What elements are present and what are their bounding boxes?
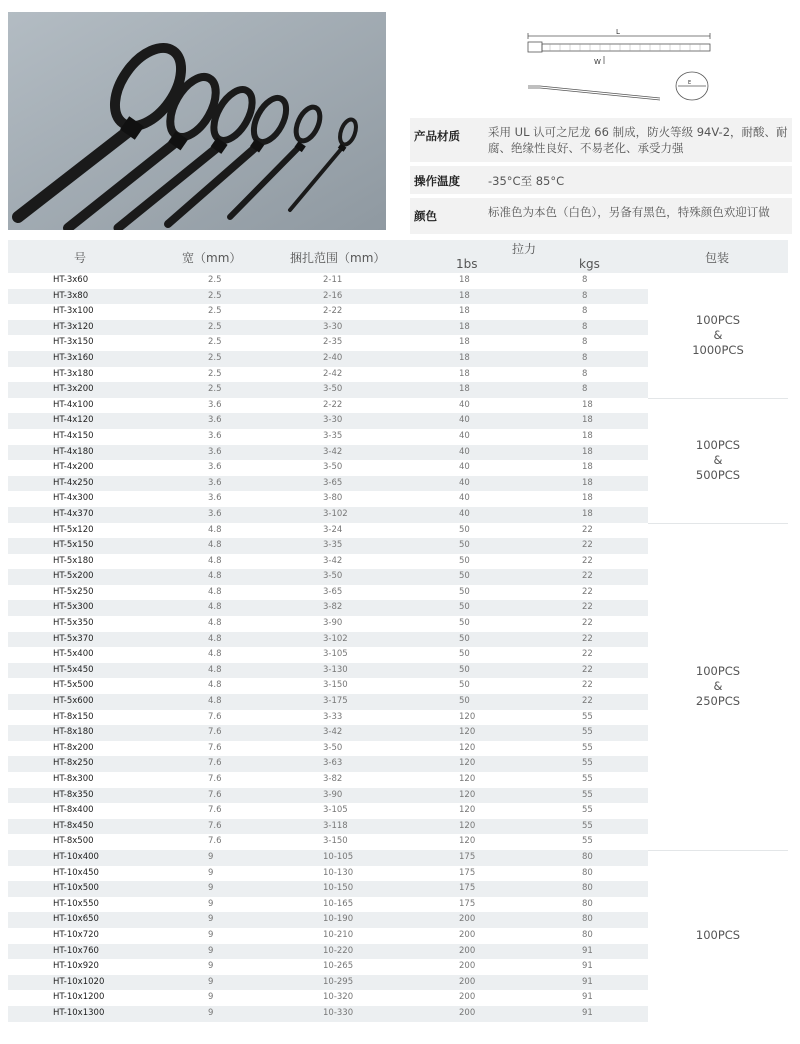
cell-model: HT-3x200 [53, 384, 94, 395]
packing-line: & [713, 452, 723, 467]
cell-range: 3-118 [323, 820, 348, 831]
cell-kgs: 22 [582, 680, 593, 691]
cell-width: 4.8 [208, 664, 222, 675]
cell-lbs: 50 [459, 524, 470, 535]
cell-width: 3.6 [208, 415, 222, 426]
cell-lbs: 40 [459, 399, 470, 410]
header-lbs: 1bs [456, 257, 478, 271]
cell-lbs: 50 [459, 649, 470, 660]
cell-width: 9 [208, 867, 214, 878]
cell-width: 4.8 [208, 571, 222, 582]
cell-lbs: 200 [459, 914, 476, 925]
cell-range: 3-42 [323, 555, 343, 566]
cell-width: 3.6 [208, 430, 222, 441]
cell-lbs: 40 [459, 477, 470, 488]
cell-model: HT-5x300 [53, 602, 94, 613]
cell-range: 2-11 [323, 275, 343, 285]
cell-model: HT-3x160 [53, 352, 94, 363]
cell-kgs: 8 [582, 275, 588, 285]
cell-kgs: 55 [582, 758, 593, 769]
cell-model: HT-5x600 [53, 696, 94, 707]
cell-model: HT-8x350 [53, 789, 94, 800]
cell-lbs: 120 [459, 727, 476, 738]
cell-range: 3-24 [323, 524, 343, 535]
cell-model: HT-3x60 [53, 275, 89, 285]
cell-lbs: 175 [459, 851, 476, 862]
cell-width: 2.5 [208, 321, 222, 332]
cell-kgs: 18 [582, 477, 593, 488]
product-specs [410, 118, 792, 238]
cell-range: 3-50 [323, 384, 343, 395]
packing-cell [648, 273, 788, 398]
cell-model: HT-5x150 [53, 540, 94, 551]
cell-model: HT-5x350 [53, 618, 94, 629]
cell-lbs: 18 [459, 337, 470, 348]
cell-lbs: 120 [459, 789, 476, 800]
cell-kgs: 8 [582, 352, 588, 363]
cell-range: 3-90 [323, 618, 343, 629]
cell-model: HT-4x120 [53, 415, 94, 426]
spec-label: 操作温度 [414, 174, 460, 188]
packing-line: 1000PCS [692, 342, 744, 357]
spec-value: 采用 UL 认可之尼龙 66 制成，防火等级 94V-2，耐酸、耐腐、绝缘性良好、不易老化、承受力强 [488, 125, 788, 155]
cell-model: HT-10x500 [53, 883, 99, 894]
cell-range: 3-63 [323, 758, 343, 769]
cell-kgs: 8 [582, 368, 588, 379]
cell-model: HT-4x370 [53, 508, 94, 519]
cell-lbs: 18 [459, 290, 470, 301]
packing-cell [648, 398, 788, 523]
cell-range: 10-165 [323, 898, 354, 909]
cell-width: 3.6 [208, 446, 222, 457]
cell-lbs: 50 [459, 696, 470, 707]
cell-model: HT-8x250 [53, 758, 94, 769]
cell-model: HT-10x550 [53, 898, 99, 909]
cell-lbs: 50 [459, 633, 470, 644]
cell-model: HT-8x300 [53, 774, 94, 784]
cell-lbs: 40 [459, 462, 470, 473]
cell-kgs: 22 [582, 618, 593, 629]
cell-width: 9 [208, 914, 214, 925]
cell-model: HT-3x180 [53, 368, 94, 379]
cell-width: 9 [208, 929, 214, 940]
cell-model: HT-5x450 [53, 664, 94, 675]
cell-model: HT-3x100 [53, 306, 94, 317]
cell-kgs: 18 [582, 493, 593, 504]
cell-range: 3-102 [323, 633, 348, 644]
cell-lbs: 50 [459, 680, 470, 691]
cell-range: 10-130 [323, 867, 354, 878]
table-header [8, 240, 788, 273]
cell-range: 3-175 [323, 696, 348, 707]
cell-range: 3-80 [323, 493, 343, 504]
cell-range: 2-22 [323, 399, 343, 410]
cell-kgs: 22 [582, 649, 593, 660]
packing-cell [648, 850, 788, 1022]
cell-lbs: 40 [459, 415, 470, 426]
cell-lbs: 40 [459, 446, 470, 457]
cell-kgs: 91 [582, 992, 593, 1003]
cell-range: 3-35 [323, 430, 343, 441]
cell-lbs: 200 [459, 961, 476, 972]
cell-kgs: 55 [582, 727, 593, 738]
cell-model: HT-5x370 [53, 633, 94, 644]
header-packing: 包装 [705, 251, 730, 265]
cell-range: 10-210 [323, 929, 354, 940]
cell-range: 3-30 [323, 415, 343, 426]
cell-range: 2-40 [323, 352, 343, 363]
cell-model: HT-8x450 [53, 820, 94, 831]
cell-range: 10-220 [323, 945, 354, 956]
cell-model: HT-3x80 [53, 290, 89, 301]
cell-width: 2.5 [208, 306, 222, 317]
cell-width: 3.6 [208, 462, 222, 473]
cell-width: 7.6 [208, 836, 222, 847]
cell-kgs: 18 [582, 446, 593, 457]
cell-range: 3-150 [323, 680, 348, 691]
cell-kgs: 55 [582, 774, 593, 784]
cell-kgs: 22 [582, 664, 593, 675]
cell-width: 9 [208, 976, 214, 987]
cell-lbs: 175 [459, 867, 476, 878]
cell-width: 7.6 [208, 727, 222, 738]
header-width: 宽（mm） [182, 251, 242, 265]
cell-range: 10-330 [323, 1007, 354, 1018]
cell-lbs: 175 [459, 898, 476, 909]
cell-width: 4.8 [208, 555, 222, 566]
cell-lbs: 18 [459, 384, 470, 395]
cell-range: 3-105 [323, 649, 348, 660]
cell-kgs: 55 [582, 711, 593, 722]
header-force: 拉力 [512, 242, 537, 256]
cell-kgs: 18 [582, 430, 593, 441]
cell-width: 9 [208, 898, 214, 909]
cell-lbs: 120 [459, 805, 476, 816]
cell-model: HT-8x400 [53, 805, 94, 816]
cell-range: 2-35 [323, 337, 343, 348]
cell-range: 3-102 [323, 508, 348, 519]
cell-model: HT-8x500 [53, 836, 94, 847]
cell-width: 7.6 [208, 758, 222, 769]
cell-lbs: 50 [459, 602, 470, 613]
cell-range: 10-105 [323, 851, 354, 862]
header-model: 号 [74, 251, 87, 265]
cell-model: HT-4x250 [53, 477, 94, 488]
cell-width: 2.5 [208, 275, 222, 285]
cell-kgs: 8 [582, 290, 588, 301]
header-range: 捆扎范围（mm） [290, 251, 386, 265]
table-body [8, 273, 788, 1022]
spec-value: 标准色为本色（白色），另备有黑色，特殊颜色欢迎订做 [488, 205, 770, 219]
cable-ties-illustration [8, 12, 386, 230]
packing-separator [648, 850, 788, 851]
cell-width: 9 [208, 851, 214, 862]
loop-label: E [688, 80, 692, 86]
cell-kgs: 18 [582, 508, 593, 519]
cell-range: 3-82 [323, 602, 343, 613]
packing-line: 100PCS [695, 437, 741, 452]
cell-kgs: 80 [582, 914, 593, 925]
cell-range: 10-150 [323, 883, 354, 894]
cell-lbs: 175 [459, 883, 476, 894]
cell-model: HT-8x150 [53, 711, 94, 722]
length-label: L [616, 28, 620, 36]
cell-model: HT-10x720 [53, 929, 99, 940]
cell-kgs: 80 [582, 867, 593, 878]
cell-kgs: 80 [582, 851, 593, 862]
cell-width: 7.6 [208, 774, 222, 784]
cell-range: 3-105 [323, 805, 348, 816]
cell-lbs: 120 [459, 711, 476, 722]
cell-range: 10-265 [323, 961, 354, 972]
cell-range: 3-150 [323, 836, 348, 847]
cell-lbs: 200 [459, 976, 476, 987]
cell-width: 2.5 [208, 337, 222, 348]
cell-kgs: 80 [582, 898, 593, 909]
cell-lbs: 120 [459, 836, 476, 847]
spec-color [410, 198, 792, 234]
packing-line: 100PCS [695, 663, 741, 678]
cell-lbs: 200 [459, 992, 476, 1003]
cell-lbs: 50 [459, 555, 470, 566]
cell-model: HT-5x500 [53, 680, 94, 691]
cell-kgs: 91 [582, 1007, 593, 1018]
cell-width: 7.6 [208, 789, 222, 800]
cell-width: 2.5 [208, 290, 222, 301]
cell-lbs: 18 [459, 321, 470, 332]
cell-kgs: 55 [582, 820, 593, 831]
cell-width: 4.8 [208, 649, 222, 660]
cell-range: 3-50 [323, 462, 343, 473]
cell-range: 3-50 [323, 742, 343, 753]
width-label: W [594, 58, 601, 66]
cell-kgs: 22 [582, 524, 593, 535]
cell-kgs: 22 [582, 540, 593, 551]
cell-width: 9 [208, 961, 214, 972]
cell-range: 3-65 [323, 477, 343, 488]
cell-range: 3-65 [323, 586, 343, 597]
cell-lbs: 40 [459, 493, 470, 504]
cell-range: 3-42 [323, 727, 343, 738]
cell-kgs: 91 [582, 976, 593, 987]
cell-kgs: 91 [582, 961, 593, 972]
cell-width: 7.6 [208, 805, 222, 816]
cell-width: 4.8 [208, 586, 222, 597]
cell-range: 3-33 [323, 711, 343, 722]
cell-model: HT-10x920 [53, 961, 99, 972]
cell-model: HT-5x200 [53, 571, 94, 582]
cell-lbs: 50 [459, 571, 470, 582]
cell-model: HT-10x650 [53, 914, 99, 925]
cell-lbs: 50 [459, 664, 470, 675]
cell-model: HT-4x100 [53, 399, 94, 410]
packing-line: 500PCS [695, 467, 741, 482]
cell-width: 9 [208, 883, 214, 894]
cell-model: HT-5x400 [53, 649, 94, 660]
cell-kgs: 91 [582, 945, 593, 956]
cell-width: 9 [208, 945, 214, 956]
spec-value: -35°C至 85°C [488, 174, 565, 188]
cell-kgs: 55 [582, 805, 593, 816]
cell-kgs: 22 [582, 555, 593, 566]
cell-range: 10-320 [323, 992, 354, 1003]
cell-kgs: 22 [582, 586, 593, 597]
cell-width: 4.8 [208, 524, 222, 535]
packing-line: & [713, 678, 723, 693]
cell-kgs: 18 [582, 462, 593, 473]
cell-lbs: 120 [459, 758, 476, 769]
cell-range: 2-16 [323, 290, 343, 301]
header-kgs: kgs [579, 257, 600, 271]
cell-width: 4.8 [208, 540, 222, 551]
cell-model: HT-4x300 [53, 493, 94, 504]
cell-kgs: 18 [582, 399, 593, 410]
cell-width: 3.6 [208, 493, 222, 504]
cell-lbs: 200 [459, 929, 476, 940]
cable-tie-dimension-diagram [520, 26, 720, 108]
packing-separator [648, 523, 788, 524]
cell-kgs: 8 [582, 306, 588, 317]
cell-kgs: 8 [582, 337, 588, 348]
packing-cell [648, 523, 788, 851]
cell-width: 2.5 [208, 352, 222, 363]
cell-lbs: 120 [459, 742, 476, 753]
cell-model: HT-10x760 [53, 945, 99, 956]
cell-width: 4.8 [208, 618, 222, 629]
cell-width: 4.8 [208, 633, 222, 644]
cell-lbs: 120 [459, 820, 476, 831]
cell-kgs: 22 [582, 571, 593, 582]
cell-width: 7.6 [208, 711, 222, 722]
cell-lbs: 18 [459, 368, 470, 379]
cell-lbs: 18 [459, 352, 470, 363]
cell-width: 3.6 [208, 508, 222, 519]
packing-line: & [713, 327, 723, 342]
cell-width: 4.8 [208, 680, 222, 691]
spec-temperature [410, 166, 792, 194]
packing-line: 100PCS [695, 928, 741, 943]
cell-model: HT-10x1200 [53, 992, 105, 1003]
cell-range: 3-130 [323, 664, 348, 675]
cell-width: 3.6 [208, 477, 222, 488]
cell-kgs: 22 [582, 696, 593, 707]
cell-model: HT-4x180 [53, 446, 94, 457]
cell-lbs: 50 [459, 540, 470, 551]
cell-kgs: 55 [582, 789, 593, 800]
cell-model: HT-10x1020 [53, 976, 105, 987]
cell-range: 3-82 [323, 774, 343, 784]
cell-kgs: 55 [582, 742, 593, 753]
spec-label: 产品材质 [414, 129, 460, 143]
cell-width: 9 [208, 1007, 214, 1018]
cell-model: HT-5x250 [53, 586, 94, 597]
cell-width: 2.5 [208, 368, 222, 379]
cell-model: HT-10x1300 [53, 1007, 105, 1018]
packing-line: 100PCS [695, 312, 741, 327]
cell-kgs: 18 [582, 415, 593, 426]
cell-model: HT-3x120 [53, 321, 94, 332]
cell-lbs: 50 [459, 586, 470, 597]
cell-lbs: 200 [459, 945, 476, 956]
cell-kgs: 22 [582, 633, 593, 644]
cell-model: HT-10x450 [53, 867, 99, 878]
cell-lbs: 40 [459, 508, 470, 519]
cell-width: 2.5 [208, 384, 222, 395]
spec-label: 颜色 [414, 209, 437, 223]
cell-kgs: 22 [582, 602, 593, 613]
cell-lbs: 120 [459, 774, 476, 784]
cell-model: HT-8x180 [53, 727, 94, 738]
cell-range: 3-42 [323, 446, 343, 457]
cell-model: HT-5x180 [53, 555, 94, 566]
cell-range: 2-22 [323, 306, 343, 317]
cell-model: HT-3x150 [53, 337, 94, 348]
cell-range: 2-42 [323, 368, 343, 379]
cell-range: 3-90 [323, 789, 343, 800]
cell-lbs: 50 [459, 618, 470, 629]
cell-width: 4.8 [208, 696, 222, 707]
cell-width: 7.6 [208, 820, 222, 831]
cell-model: HT-4x150 [53, 430, 94, 441]
cell-lbs: 18 [459, 275, 470, 285]
cell-lbs: 200 [459, 1007, 476, 1018]
cell-width: 3.6 [208, 399, 222, 410]
spec-table [8, 240, 788, 1022]
cell-kgs: 55 [582, 836, 593, 847]
cell-range: 3-50 [323, 571, 343, 582]
cell-model: HT-10x400 [53, 851, 99, 862]
packing-separator [648, 398, 788, 399]
cell-model: HT-8x200 [53, 742, 94, 753]
cell-lbs: 18 [459, 306, 470, 317]
spec-material [410, 118, 792, 162]
cell-kgs: 8 [582, 321, 588, 332]
cell-range: 3-35 [323, 540, 343, 551]
cell-kgs: 80 [582, 929, 593, 940]
cell-lbs: 40 [459, 430, 470, 441]
cell-kgs: 80 [582, 883, 593, 894]
cell-width: 9 [208, 992, 214, 1003]
cell-model: HT-5x120 [53, 524, 94, 535]
cell-range: 3-30 [323, 321, 343, 332]
product-photo [8, 12, 386, 230]
cell-range: 10-295 [323, 976, 354, 987]
cell-width: 4.8 [208, 602, 222, 613]
cell-kgs: 8 [582, 384, 588, 395]
cell-width: 7.6 [208, 742, 222, 753]
cell-range: 10-190 [323, 914, 354, 925]
cell-model: HT-4x200 [53, 462, 94, 473]
packing-line: 250PCS [695, 693, 741, 708]
